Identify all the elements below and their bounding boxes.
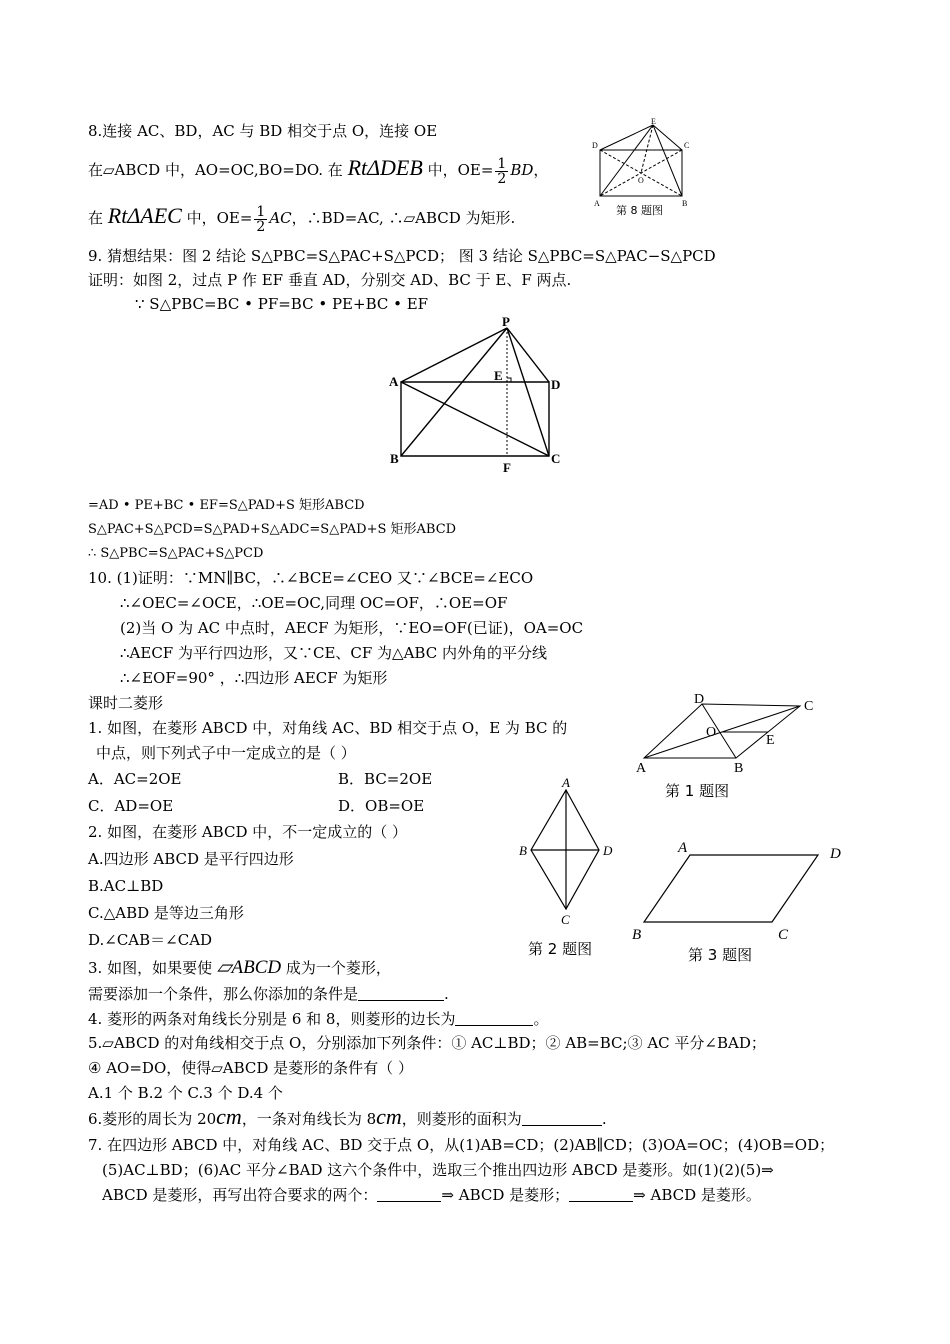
fig8-caption: 第 8 题图 <box>616 204 663 217</box>
q6-answer-blank[interactable] <box>522 1109 602 1126</box>
q2-option-a: A.四边形 ABCD 是平行四边形 <box>88 850 294 868</box>
q1-line2: 中点，则下列式子中一定成立的是（ ） <box>96 744 356 762</box>
figp9-label-c: C <box>551 451 561 466</box>
figure-q2 <box>515 776 625 931</box>
figp9-label-d: D <box>551 377 561 392</box>
fraction-half: $\frac{1}{2}$ <box>497 155 507 187</box>
fig2-label-d: D <box>603 843 613 858</box>
q2-line1: 2. 如图，在菱形 ABCD 中，不一定成立的（ ） <box>88 823 408 841</box>
q7-answer-blank-2[interactable] <box>569 1185 633 1202</box>
fig8-label-o: O <box>638 176 644 185</box>
q1-line1: 1. 如图，在菱形 ABCD 中，对角线 AC、BD 相交于点 O，E 为 BC 的 <box>88 719 568 737</box>
fig1-label-b: B <box>734 761 744 776</box>
figp9-label-a: A <box>389 374 399 389</box>
fig3-label-c: C <box>778 927 789 943</box>
p9-line3: ∵ S△PBC=BC • PF=BC • PE+BC • EF <box>135 295 429 313</box>
q5-line2: ④ AO=DO，使得▱ABCD 是菱形的条件有（ ） <box>88 1059 413 1077</box>
fig1-caption: 第 1 题图 <box>665 782 730 800</box>
p10-line2: ∴∠OEC=∠OCE，∴OE=OC,同理 OC=OF，∴OE=OF <box>120 594 508 612</box>
q1-option-a: A．AC=2OE <box>88 770 182 788</box>
p10-line3: (2)当 O 为 AC 中点时，AECF 为矩形，∵EO=OF(已证)，OA=OC <box>120 619 584 637</box>
q1-option-d: D．OB=OE <box>338 797 425 815</box>
fig2-caption: 第 2 题图 <box>528 940 593 958</box>
p9-line5: S△PAC+S△PCD=S△PAD+S△ADC=S△PAD+S 矩形ABCD <box>88 522 457 537</box>
ac-italic: AC <box>269 209 292 227</box>
q7-line2: (5)AC⊥BD；(6)AC 平分∠BAD 这六个条件中，选取三个推出四边形 ABCD 是菱形。如(1)(2)(5)⇒ <box>102 1161 774 1179</box>
fig1-label-c: C <box>804 699 814 714</box>
p9-line1: 9. 猜想结果：图 2 结论 S△PBC=S△PAC+S△PCD； 图 3 结论 S△PBC=S△PAC−S△PCD <box>88 247 716 265</box>
cm-unit: cm <box>216 1104 242 1129</box>
fig1-label-a: A <box>636 761 647 776</box>
p8-line2-b: 中，OE= <box>427 161 494 179</box>
fig8-label-e: E <box>651 117 656 126</box>
fig1-label-o: O <box>706 725 717 740</box>
fig8-label-d: D <box>592 141 598 150</box>
fig1-label-d: D <box>694 692 705 707</box>
fig2-label-c: C <box>561 912 570 927</box>
p10-line1: 10. (1)证明：∵MN∥BC，∴∠BCE=∠CEO 又∵∠BCE=∠ECO <box>88 569 534 587</box>
p10-line5: ∴∠EOF=90° ，∴四边形 AECF 为矩形 <box>120 669 388 687</box>
fig8-label-a: A <box>594 199 600 208</box>
fig1-label-e: E <box>766 733 775 748</box>
p10-line4: ∴AECF 为平行四边形，又∵CE、CF 为△ABC 内外角的平分线 <box>120 644 547 662</box>
figure-q3 <box>628 838 858 948</box>
q2-option-c: C.△ABD 是等边三角形 <box>88 904 244 922</box>
fig8-label-b: B <box>682 199 688 208</box>
figp9-label-e: E <box>494 368 503 383</box>
p8-line1: 8.连接 AC、BD，AC 与 BD 相交于点 O，连接 OE <box>88 122 438 140</box>
p9-line6: ∴ S△PBC=S△PAC+S△PCD <box>88 546 264 561</box>
bd-italic: BD <box>510 161 534 179</box>
q7-line3: ABCD 是菱形，再写出符合要求的两个： ⇒ ABCD 是菱形； ⇒ ABCD 是菱形。 <box>102 1186 761 1204</box>
fig3-caption: 第 3 题图 <box>688 946 753 964</box>
p8-line2: 在▱ABCD 中，AO=OC,BO=DO. 在 RtΔDEB 中，OE= $\frac{1}{2}$ BD， <box>88 155 549 187</box>
figp9-label-p: P <box>502 314 510 329</box>
fig2-label-a: A <box>562 775 570 790</box>
p8-line3: 在 RtΔAEC 中，OE= $\frac{1}{2}$ AC，∴BD=AC, ∴▱ABCD 为矩形. <box>88 203 516 235</box>
figure-q1 <box>632 690 827 780</box>
q6-line: 6.菱形的周长为 20cm，一条对角线长为 8cm，则菱形的面积为 . <box>88 1104 607 1129</box>
rt-deb: RtΔDEB <box>347 155 423 180</box>
fraction-half-2: $\frac{1}{2}$ <box>256 203 266 235</box>
q7-line1: 7. 在四边形 ABCD 中，对角线 AC、BD 交于点 O，从(1)AB=CD；(2)AB∥CD；(3)OA=OC；(4)OB=OD； <box>88 1136 835 1154</box>
fig2-label-b: B <box>519 843 527 858</box>
q4-line: 4. 菱形的两条对角线长分别是 6 和 8，则菱形的边长为 。 <box>88 1010 549 1028</box>
q1-option-c: C．AD=OE <box>88 797 174 815</box>
q3-answer-blank[interactable] <box>358 984 444 1001</box>
figure-p9 <box>385 312 570 477</box>
q1-option-b: B．BC=2OE <box>338 770 433 788</box>
q5-line1: 5.▱ABCD 的对角线相交于点 O，分别添加下列条件：① AC⊥BD；② AB=BC;③ AC 平分∠BAD； <box>88 1034 766 1052</box>
p8-line2-a: 在▱ABCD 中，AO=OC,BO=DO. 在 <box>88 161 343 179</box>
p9-line4: =AD • PE+BC • EF=S△PAD+S 矩形ABCD <box>88 498 365 513</box>
fig3-label-b: B <box>632 927 642 943</box>
q3-line2: 需要添加一个条件，那么你添加的条件是 . <box>88 985 449 1003</box>
p9-line2: 证明：如图 2，过点 P 作 EF 垂直 AD，分别交 AD、BC 于 E、F 两点. <box>88 271 572 289</box>
q5-options: A.1 个 B.2 个 C.3 个 D.4 个 <box>88 1084 283 1102</box>
rt-aec: RtΔAEC <box>107 203 182 228</box>
cm-unit-2: cm <box>376 1104 402 1129</box>
figp9-label-b: B <box>390 451 399 466</box>
q2-option-d: D.∠CAB＝∠CAD <box>88 931 213 949</box>
lesson2-title: 课时二菱形 <box>88 694 164 712</box>
q2-option-b: B.AC⊥BD <box>88 877 164 895</box>
fig3-label-a: A <box>678 840 688 856</box>
fig3-label-d: D <box>830 846 841 862</box>
q4-answer-blank[interactable] <box>455 1009 533 1026</box>
fig8-label-c: C <box>684 141 690 150</box>
figp9-label-f: F <box>503 460 511 475</box>
q7-answer-blank-1[interactable] <box>377 1185 441 1202</box>
q3-line1: 3. 如图，如果要使 ▱ABCD 成为一个菱形， <box>88 957 391 978</box>
figure-8 <box>590 118 700 210</box>
parallelogram-abcd: ▱ABCD <box>216 957 282 978</box>
